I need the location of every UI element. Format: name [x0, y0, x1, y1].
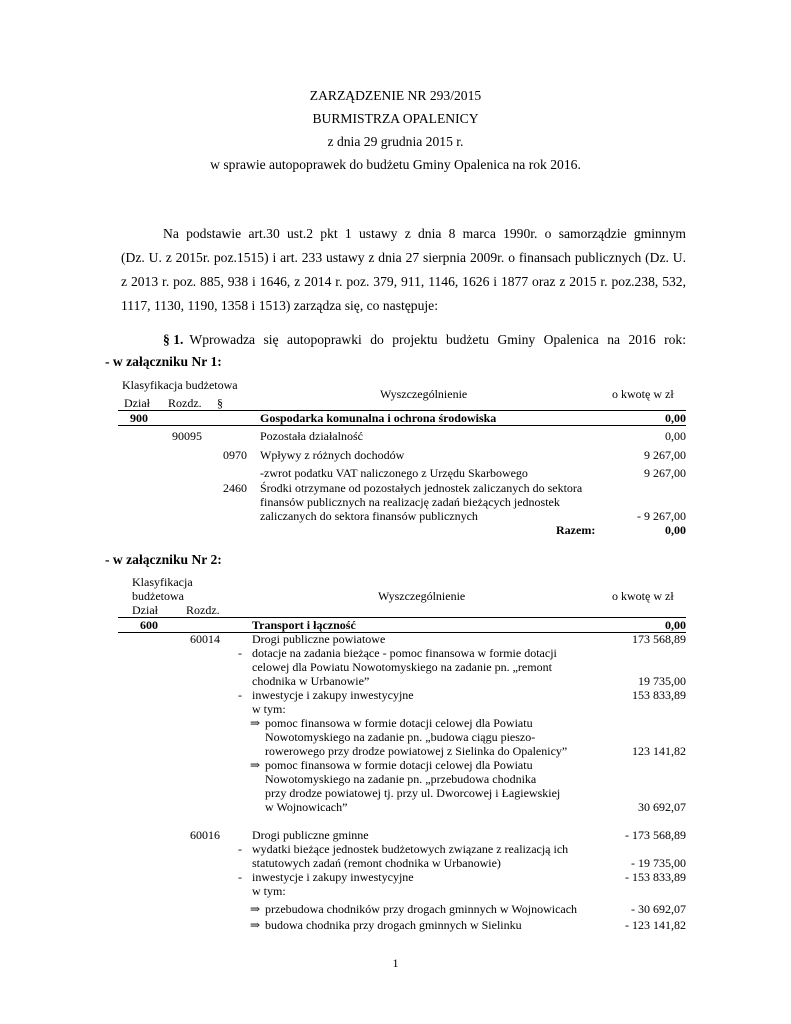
annex-2-r1-b-amount: 153 833,89	[632, 688, 686, 702]
annex-2-r1-a-amount: 19 735,00	[638, 674, 686, 688]
section-1	[163, 332, 686, 348]
annex-2-r1-name: Drogi publiczne powiatowe	[252, 632, 386, 646]
document-date: z dnia 29 grudnia 2015 r.	[327, 134, 464, 149]
annex-2-heading: - w załączniku Nr 2:	[105, 552, 222, 567]
annex-2-r1-b1-line-2: Nowotomyskiego na zadanie pn. „budowa ciągu pieszo-	[265, 730, 536, 744]
annex-1-p1-name: Wpływy z różnych dochodów	[260, 448, 405, 462]
preamble-line-3: z 2013 r. poz. 885, 938 i 1646, z 2014 r. poz. 379, 911, 1146, 1626 i 1877 oraz z 2015 r. poz.238, 532,	[121, 274, 686, 289]
annex-2-r1-b2-amount: 30 692,07	[638, 800, 686, 814]
page-number: 1	[392, 956, 399, 970]
annex-2-r2-code: 60016	[190, 828, 220, 842]
annex-1-rozdz-name: Pozostała działalność	[260, 429, 363, 443]
document-subject: w sprawie autopoprawek do budżetu Gminy Opalenica na rok 2016.	[210, 157, 581, 172]
preamble-line-1: Na podstawie art.30 ust.2 pkt 1 ustawy z dnia 8 marca 1990r. o samorządzie gminnym	[163, 226, 686, 241]
annex-2-r2-b1: przebudowa chodników przy drogach gminnych w Wojnowicach	[265, 902, 578, 916]
annex-2-r1-a-dash: -	[238, 646, 242, 660]
document-issuer: BURMISTRZA OPALENICY	[312, 111, 479, 126]
annex-2-r2-b2-amount: - 123 141,82	[625, 918, 686, 932]
annex-1-dzial-amount: 0,00	[665, 411, 686, 425]
annex-1-header-kwota: o kwotę w zł	[612, 387, 674, 401]
annex-2-header-rozdz: Rozdz.	[186, 603, 220, 617]
annex-1-p2-line-3: zaliczanych do sektora finansów publicznych	[260, 509, 478, 523]
annex-1-dzial-name: Gospodarka komunalna i ochrona środowiska	[260, 411, 497, 425]
annex-2-r2-name: Drogi publiczne gminne	[252, 828, 369, 842]
annex-2-r1-b2-line-2: Nowotomyskiego na zadanie pn. „przebudowa chodnika	[265, 772, 537, 786]
preamble-line-2: (Dz. U. z 2015r. poz.1515) i art. 233 ustawy z dnia 27 sierpnia 2009r. o finansach publicznych (Dz. U.	[121, 250, 686, 265]
annex-2-r2-b: inwestycje i zakupy inwestycyjne	[252, 870, 414, 884]
annex-1-p2-line-2: finansów publicznych na realizację zadań bieżących jednostek	[260, 495, 560, 509]
annex-2-r1-code: 60014	[190, 632, 220, 646]
annex-1-p1-code: 0970	[223, 448, 247, 462]
annex-2-r2-b-dash: -	[238, 870, 242, 884]
annex-1-header-klasyfikacja: Klasyfikacja budżetowa	[122, 378, 238, 392]
annex-2-dzial-name: Transport i łączność	[252, 618, 356, 632]
annex-1-p1-note-amount: 9 267,00	[644, 466, 686, 480]
annex-1-dzial-rule	[118, 425, 686, 426]
annex-2-r2-b-amount: - 153 833,89	[625, 870, 686, 884]
annex-2-r1-b1-line-1: pomoc finansowa w formie dotacji celowej dla Powiatu	[265, 716, 533, 730]
annex-2-header-dzial: Dział	[132, 603, 158, 617]
document-title: ZARZĄDZENIE NR 293/2015	[309, 88, 482, 103]
annex-1-dzial-code: 900	[130, 411, 148, 425]
section-1-text: Wprowadza się autopoprawki do projektu budżetu Gminy Opalenica na 2016 rok:	[189, 332, 686, 347]
annex-2-r2-amount: - 173 568,89	[625, 828, 686, 842]
arrow-icon: ⇒	[250, 902, 261, 916]
annex-2-r1-b: inwestycje i zakupy inwestycyjne	[252, 688, 414, 702]
annex-2-r1-b2-line-1: pomoc finansowa w formie dotacji celowej dla Powiatu	[265, 758, 533, 772]
annex-2-r1-b2-line-4: w Wojnowicach”	[265, 800, 348, 814]
annex-1-header-rozdz: Rozdz.	[168, 396, 202, 410]
annex-2-r1-b1-amount: 123 141,82	[632, 744, 686, 758]
annex-1-rozdz-code: 90095	[172, 429, 202, 443]
arrow-icon: ⇒	[250, 716, 261, 730]
annex-2-r2-a-line-2: statutowych zadań (remont chodnika w Urbanowie)	[252, 856, 501, 870]
annex-1-p2-line-1: Środki otrzymane od pozostałych jednostek zaliczanych do sektora	[260, 481, 583, 495]
annex-2-r1-b1-line-3: rowerowego przy drodze powiatowej z Sielinka do Opalenicy”	[265, 744, 568, 758]
annex-2-r2-wtym: w tym:	[252, 884, 286, 898]
annex-2-r1-wtym: w tym:	[252, 702, 286, 716]
annex-1-p2-code: 2460	[223, 481, 247, 495]
annex-2-header-wyszczegolnienie: Wyszczególnienie	[378, 589, 466, 603]
preamble-line-4: 1117, 1130, 1190, 1358 i 1513) zarządza się, co następuje:	[121, 298, 438, 313]
annex-1-p2-amount: - 9 267,00	[637, 509, 686, 523]
annex-2-r1-a-line-1: dotacje na zadania bieżące - pomoc finansowa w formie dotacji	[252, 646, 557, 660]
section-1-mark: § 1.	[163, 332, 184, 347]
annex-2-r2-a-amount: - 19 735,00	[631, 856, 686, 870]
annex-1-p1-amount: 9 267,00	[644, 448, 686, 462]
arrow-icon: ⇒	[250, 758, 261, 772]
annex-2-header-kwota: o kwotę w zł	[612, 589, 674, 603]
annex-2-header-klasyfikacja-2: budżetowa	[132, 589, 184, 603]
annex-1-header-paragraf: §	[217, 396, 223, 410]
annex-2-r1-b-dash: -	[238, 688, 242, 702]
annex-2-header-klasyfikacja-1: Klasyfikacja	[132, 575, 193, 589]
annex-1-p1-note: -zwrot podatku VAT naliczonego z Urzędu Skarbowego	[260, 466, 528, 480]
annex-1-total-amount: 0,00	[665, 523, 686, 537]
annex-1-header-wyszczegolnienie: Wyszczególnienie	[380, 387, 468, 401]
arrow-icon: ⇒	[250, 918, 261, 932]
annex-2-r2-b1-amount: - 30 692,07	[631, 902, 686, 916]
annex-2-r2-b2: budowa chodnika przy drogach gminnych w Sielinku	[265, 918, 522, 932]
annex-2-dzial-code: 600	[140, 618, 158, 632]
annex-1-rozdz-amount: 0,00	[665, 429, 686, 443]
annex-2-r1-b2-line-3: przy drodze powiatowej tj. przy ul. Dworcowej i Łagiewskiej	[265, 786, 561, 800]
annex-2-r2-a-line-1: wydatki bieżące jednostek budżetowych związane z realizacją ich	[252, 842, 569, 856]
annex-2-dzial-amount: 0,00	[665, 618, 686, 632]
annex-2-r2-a-dash: -	[238, 842, 242, 856]
annex-1-header-dzial: Dział	[124, 396, 150, 410]
annex-2-r1-a-line-2: celowej dla Powiatu Nowotomyskiego na zadanie pn. „remont	[252, 660, 552, 674]
annex-1-heading: - w załączniku Nr 1:	[105, 354, 222, 369]
annex-2-r1-a-line-3: chodnika w Urbanowie”	[252, 674, 370, 688]
annex-2-r1-amount: 173 568,89	[632, 632, 686, 646]
annex-1-total-label: Razem:	[556, 523, 596, 537]
